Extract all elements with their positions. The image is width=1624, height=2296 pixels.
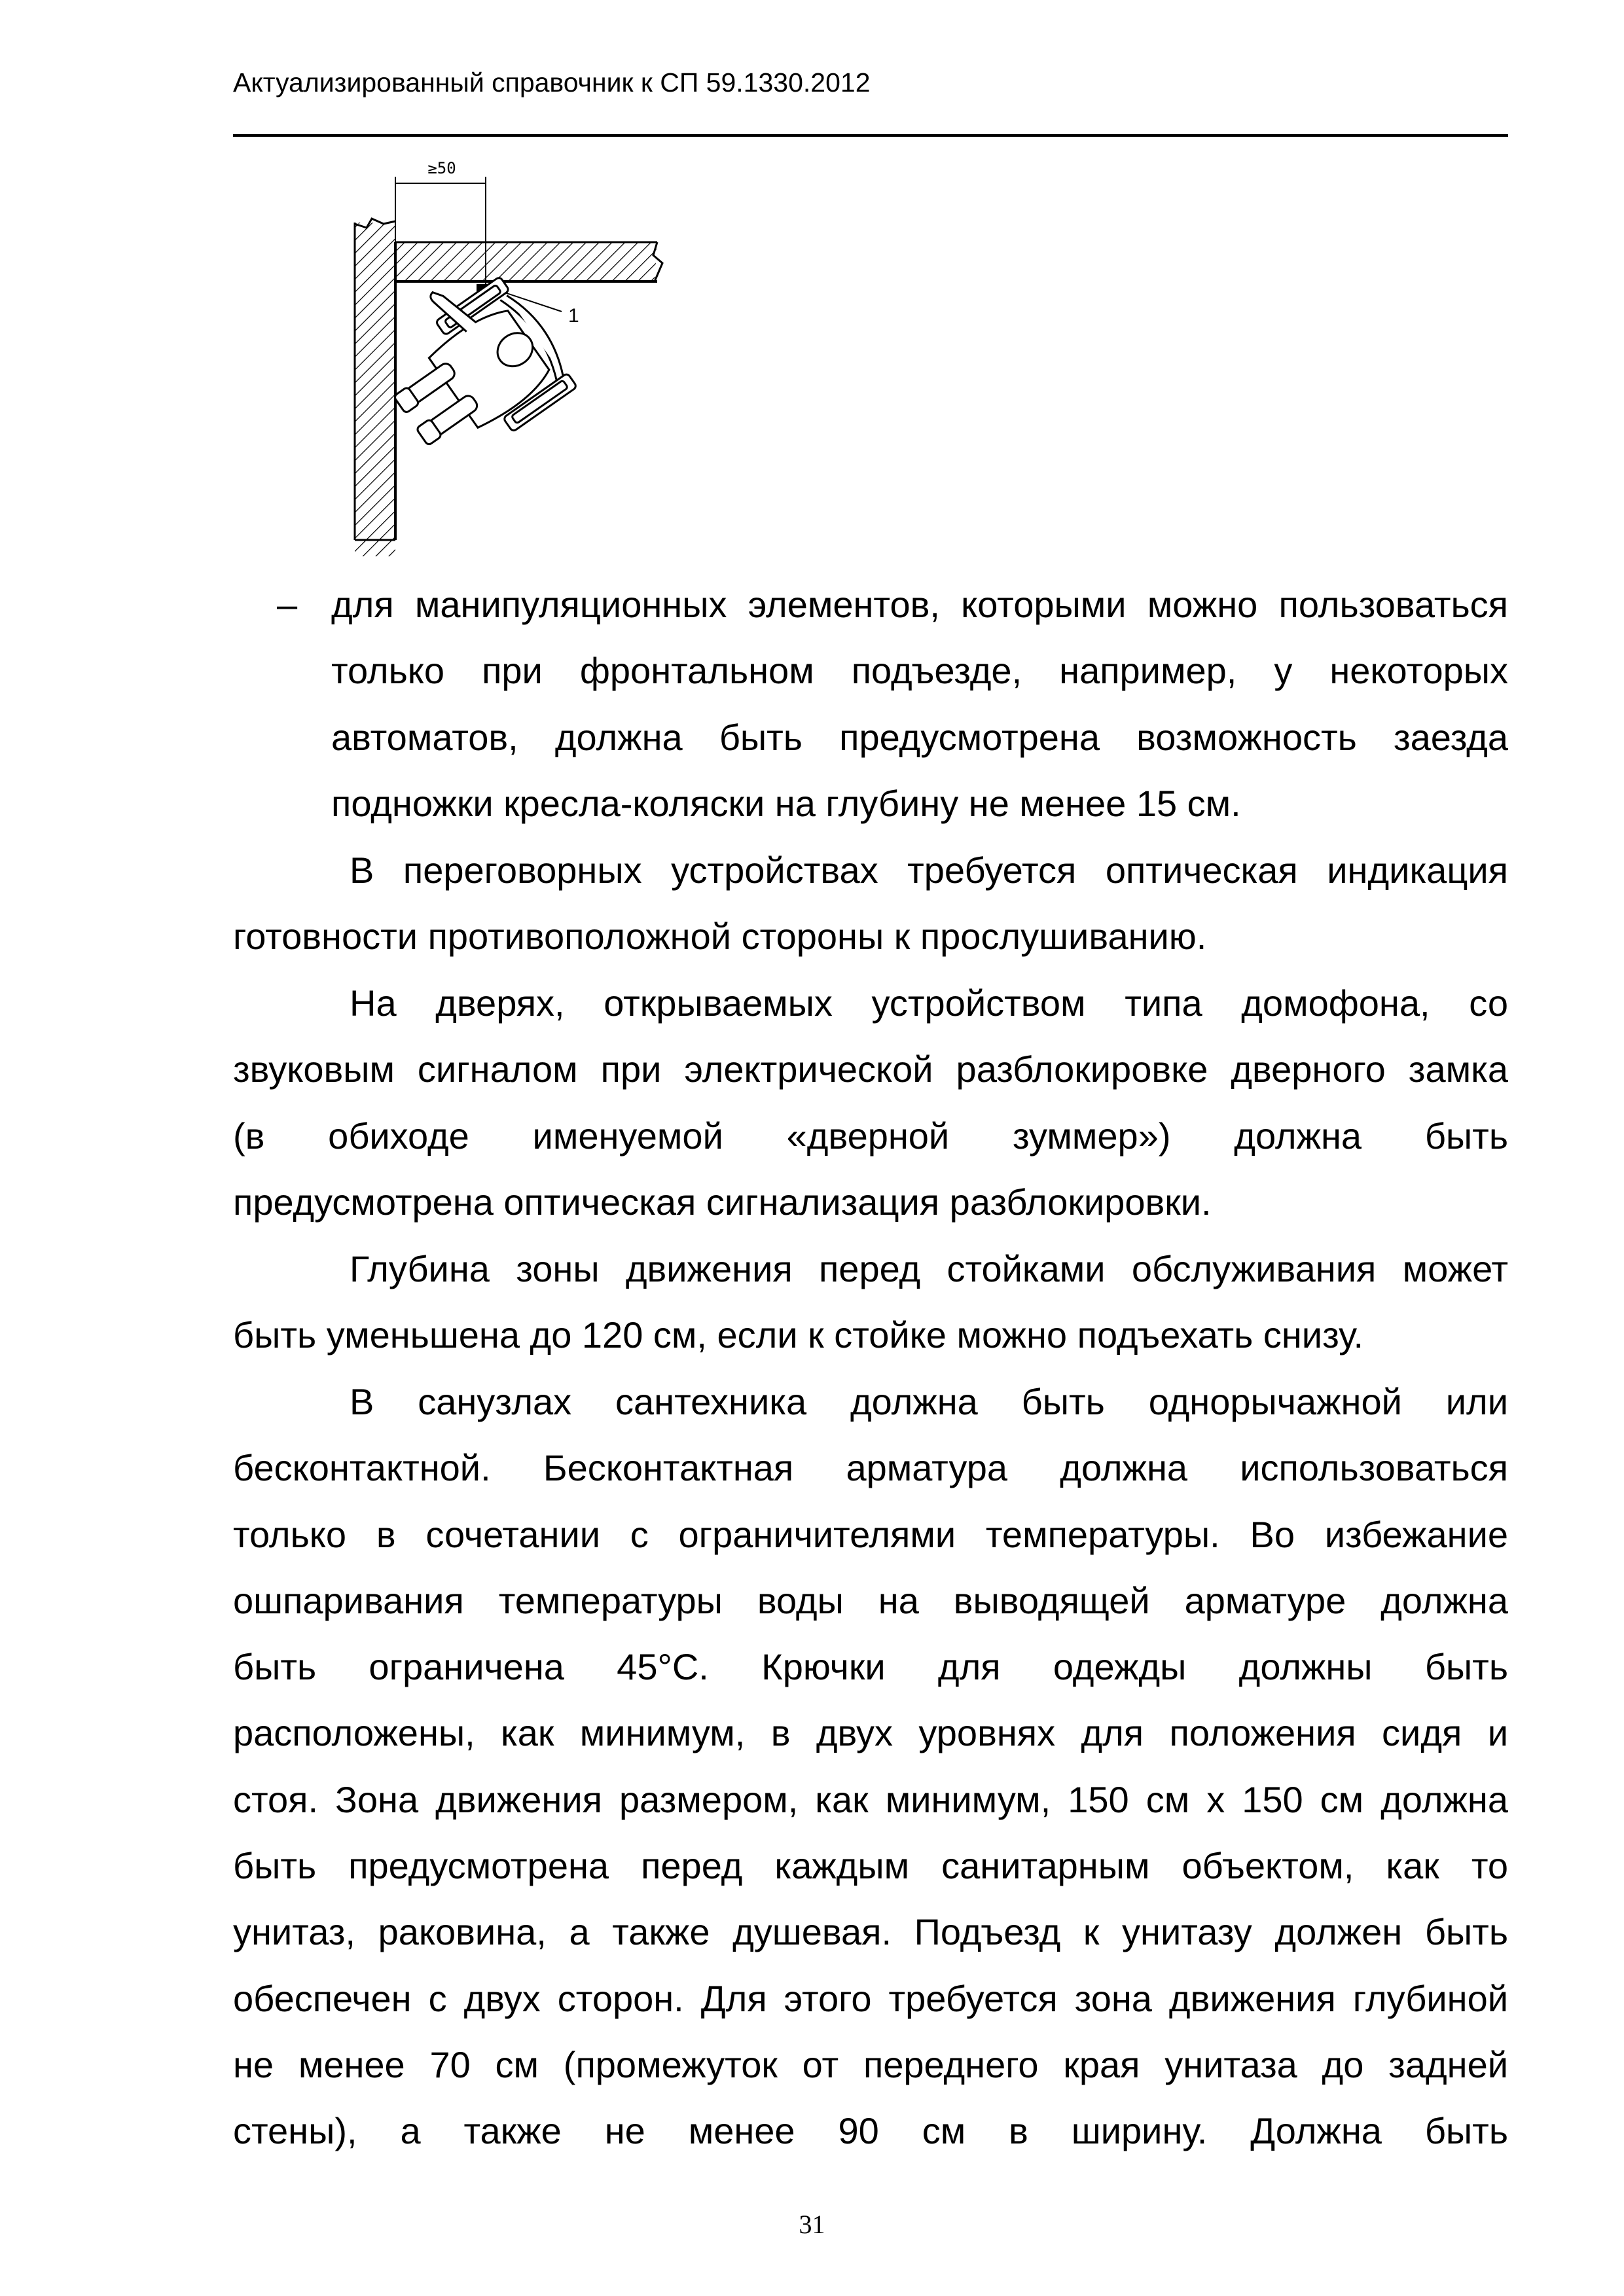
wheelchair-corner-figure	[340, 151, 681, 556]
text-line: унитаз, раковина, а также душевая. Подъезд к унитазу должен быть	[233, 1911, 1508, 1953]
text-line: обеспечен с двух сторон. Для этого требуется зона движения глубиной	[233, 1977, 1508, 2019]
text-line: Глубина зоны движения перед стойками обслуживания может	[350, 1248, 1508, 1289]
text-line: для манипуляционных элементов, которыми можно пользоваться	[331, 584, 1508, 625]
text-line: готовности противоположной стороны к прослушиванию.	[233, 916, 1207, 958]
text-line: (в обиходе именуемой «дверной зуммер») должна быть	[233, 1115, 1508, 1157]
header-rule	[233, 134, 1508, 137]
text-line: быть уменьшена до 120 см, если к стойке можно подъехать снизу.	[233, 1314, 1364, 1356]
callout-label: 1	[568, 305, 579, 327]
text-line: только в сочетании с ограничителями температуры. Во избежание	[233, 1513, 1508, 1555]
text-line: предусмотрена оптическая сигнализация разблокировки.	[233, 1181, 1212, 1223]
text-line: только при фронтальном подъезде, например, у некоторых	[331, 650, 1508, 692]
paragraph-door-buzzer	[233, 970, 1508, 1235]
text-line: ошпаривания температуры воды на выводящей арматуре должна	[233, 1579, 1508, 1621]
text-line: В переговорных устройствах требуется оптическая индикация	[350, 850, 1508, 891]
paragraph-sanitary	[233, 1369, 1508, 2164]
text-line: не менее 70 см (промежуток от переднего края унитаза до задней	[233, 2043, 1508, 2085]
running-header: Актуализированный справочник к СП 59.1330.2012	[233, 67, 871, 98]
text-line: звуковым сигналом при электрической разблокировке дверного замка	[233, 1049, 1508, 1090]
text-line: быть предусмотрена перед каждым санитарным объектом, как то	[233, 1845, 1508, 1887]
dimension-label: ≥50	[427, 159, 456, 177]
page-number: 31	[799, 2210, 825, 2239]
text-line: расположены, как минимум, в двух уровнях для положения сидя и	[233, 1712, 1508, 1754]
wheelchair-corner-drawing	[340, 151, 681, 556]
text-line: автоматов, должна быть предусмотрена возможность заезда	[331, 716, 1508, 758]
text-line: стоя. Зона движения размером, как минимум, 150 см х 150 см должна	[233, 1778, 1508, 1820]
paragraph-intercom	[233, 837, 1508, 970]
text-line: На дверях, открываемых устройством типа домофона, со	[350, 982, 1508, 1024]
text-line: стены), а также не менее 90 см в ширину. Должна быть	[233, 2110, 1508, 2152]
paragraph-service-counter	[233, 1236, 1508, 1369]
text-line: бесконтактной. Бесконтактная арматура должна использоваться	[233, 1447, 1508, 1489]
bullet-dash: –	[277, 584, 298, 625]
text-line: быть ограничена 45°С. Крючки для одежды должны быть	[233, 1646, 1508, 1688]
text-line: В санузлах сантехника должна быть однорычажной или	[350, 1381, 1508, 1422]
bullet-item	[233, 571, 1508, 836]
bullet-text	[331, 571, 1508, 836]
text-line: подножки кресла-коляски на глубину не менее 15 см.	[331, 782, 1241, 824]
